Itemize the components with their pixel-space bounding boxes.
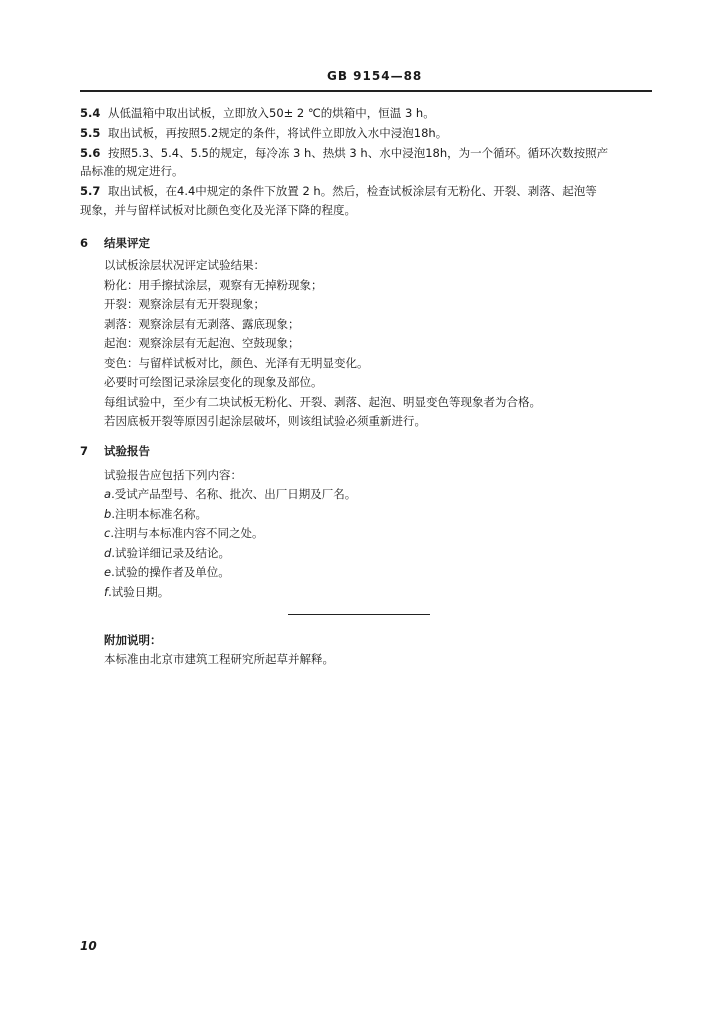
item-text: .注明与本标准内容不同之处。 (110, 526, 264, 540)
report-item (104, 585, 169, 599)
appendix-title: 附加说明： (104, 633, 162, 647)
item-letter: f (104, 585, 109, 599)
section-6-line: 起泡：观察涂层有无起泡、空鼓现象； (104, 336, 300, 350)
appendix-text: 本标准由北京市建筑工程研究所起草并解释。 (104, 652, 334, 666)
section-7-intro: 试验报告应包括下列内容： (104, 468, 242, 482)
clause-text: 从低温箱中取出试板，立即放入50± 2 ℃的烘箱中，恒温 3 h。 (108, 106, 435, 120)
section-6-line: 若因底板开裂等原因引起涂层破坏，则该组试验必须重新进行。 (104, 414, 426, 428)
clause-5-6 (80, 146, 608, 160)
item-text: .试验详细记录及结论。 (111, 546, 230, 560)
standard-code: GB 9154—88 (327, 69, 423, 83)
item-text: .试验的操作者及单位。 (111, 565, 230, 579)
clause-text: 按照5.3、5.4、5.5的规定，每冷冻 3 h、热烘 3 h、水中浸泡18h，为一个循环。循环次数按照产 (108, 146, 609, 160)
clause-5-6-continued: 品标准的规定进行。 (80, 164, 184, 178)
section-7-heading (80, 444, 150, 458)
item-letter: e (104, 565, 112, 579)
section-title: 结果评定 (104, 236, 150, 250)
report-item (104, 565, 230, 579)
clause-5-7 (80, 184, 597, 198)
item-text: .试验日期。 (108, 585, 170, 599)
clause-number: 5.7 (80, 184, 101, 198)
report-item (104, 487, 356, 501)
section-number: 7 (80, 444, 89, 458)
report-item (104, 526, 263, 540)
section-6-line: 开裂：观察涂层有无开裂现象； (104, 297, 265, 311)
clause-5-7-continued: 现象，并与留样试板对比颜色变化及光泽下降的程度。 (80, 203, 356, 217)
section-6-line: 剥落：观察涂层有无剥落、露底现象； (104, 317, 300, 331)
clause-number: 5.5 (80, 126, 101, 140)
item-text: .受试产品型号、名称、批次、出厂日期及厂名。 (111, 487, 357, 501)
section-number: 6 (80, 236, 89, 250)
clause-5-5 (80, 126, 447, 140)
item-text: .注明本标准名称。 (111, 507, 207, 521)
clause-text: 取出试板，在4.4中规定的条件下放置 2 h。然后，检查试板涂层有无粉化、开裂、剥落、起泡等 (108, 184, 597, 198)
clause-5-4 (80, 106, 435, 120)
page-number: 10 (80, 939, 97, 953)
section-6-line: 粉化：用手擦拭涂层，观察有无掉粉现象； (104, 278, 323, 292)
section-6-line: 以试板涂层状况评定试验结果： (104, 258, 265, 272)
section-6-heading (80, 236, 150, 250)
report-item (104, 546, 230, 560)
header-rule (80, 90, 652, 92)
section-6-line: 必要时可绘图记录涂层变化的现象及部位。 (104, 375, 323, 389)
clause-text: 取出试板，再按照5.2规定的条件，将试件立即放入水中浸泡18h。 (108, 126, 448, 140)
report-item (104, 507, 207, 521)
item-letter: d (104, 546, 112, 560)
section-title: 试验报告 (104, 444, 150, 458)
item-letter: a (104, 487, 112, 501)
section-6-line: 变色：与留样试板对比，颜色、光泽有无明显变化。 (104, 356, 369, 370)
item-letter: b (104, 507, 112, 521)
clause-number: 5.6 (80, 146, 101, 160)
section-6-line: 每组试验中，至少有二块试板无粉化、开裂、剥落、起泡、明显变色等现象者为合格。 (104, 395, 541, 409)
item-letter: c (104, 526, 111, 540)
clause-number: 5.4 (80, 106, 101, 120)
separator-rule (288, 614, 430, 615)
